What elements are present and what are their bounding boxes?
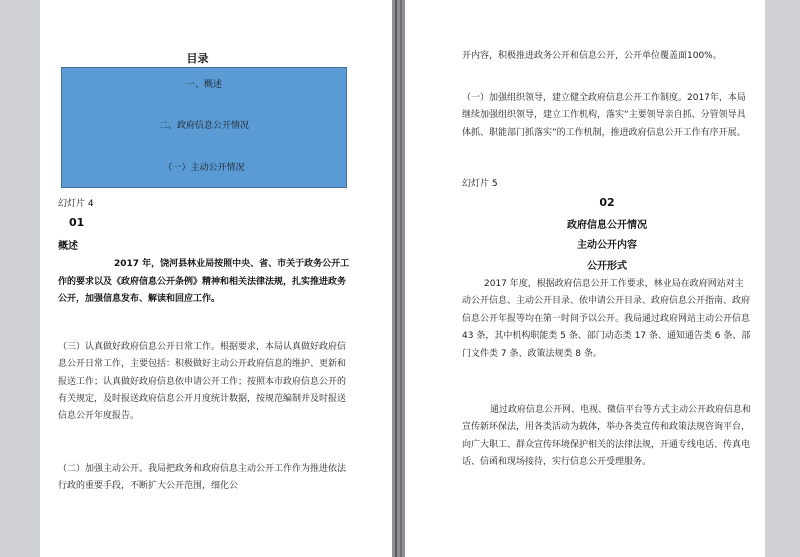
slide-thumbnail-4[interactable] bbox=[61, 67, 347, 188]
paragraph-proactive-disclosure: （二）加强主动公开。我局把政务和政府信息主动公开工作作为推进依法行政的重要手段，不断扩大公开范围，细化公 bbox=[58, 464, 347, 492]
paragraph-organization: （一）加强组织领导，建立健全政府信息公开工作制度。2017年，本局继续加强组织领导，建立工作机构，落实“主要领导亲自抓、分管领导具体抓、职能部门抓落实”的工作机制，推进政府信息公开工作有序开展。 bbox=[462, 93, 746, 138]
slide-4-label: 幻灯片 4 bbox=[58, 199, 94, 209]
section-number-01: 01 bbox=[69, 216, 85, 229]
paragraph-daily-work: （三）认真做好政府信息公开日常工作。根据要求，本局认真做好政府信息公开日常工作，主要包括：积极做好主动公开政府信息的维护、更新和报送工作；认真做好政府信息依申请公开工作；按照本市政府信息公开的有关规定，及时报送政府信息公开月度统计数据，按规范编制并及时报送信息公开年度报告。 bbox=[58, 342, 347, 422]
heading-gov-info: 政府信息公开情况 bbox=[567, 220, 647, 231]
section-title-overview: 概述 bbox=[58, 241, 78, 252]
right-gutter bbox=[765, 0, 800, 557]
slide-item-2: 二、政府信息公开情况 bbox=[158, 121, 249, 131]
slide-item-3: （一）主动公开情况 bbox=[163, 163, 245, 173]
paragraph-website-disclosure: 2017 年度，根据政府信息公开工作要求，林业局在政府网站对主动公开信息、主动公开目录、依申请公开目录、政府信息公开指南、政府信息公开年报等均在第一时间予以公开。我局通过政府网站主动公开信息 43 条，其中机构职能类 5 条、部门动态类 17 条、通知通告类 6 条、部门文件类 7 条、政策法规类 8 条。 bbox=[462, 279, 751, 359]
paragraph-channels: 通过政府信息公开网、电视、微信平台等方式主动公开政府信息和宣传新环保法，用各类活动为载体，举办各类宣传和政策法规咨询平台，向广大职工、群众宣传环境保护相关的法律法规，开通专线电话、传真电话、信函和现场接待，实行信息公开受理服务。 bbox=[462, 405, 752, 468]
slide-item-1: 一、概述 bbox=[185, 80, 222, 90]
toc-title: 目录 bbox=[186, 52, 209, 65]
slide-5-label: 幻灯片 5 bbox=[462, 179, 498, 189]
heading-disclosure-form: 公开形式 bbox=[587, 261, 627, 272]
left-gutter bbox=[0, 0, 40, 557]
section-number-02: 02 bbox=[599, 196, 615, 209]
continued-text: 开内容，积极推进政务公开和信息公开，公开单位覆盖面100%。 bbox=[462, 51, 722, 61]
page-divider bbox=[392, 0, 405, 557]
overview-paragraph: 2017 年，饶河县林业局按照中央、省、市关于政务公开工作的要求以及《政府信息公开条例》精神和相关法律法规，扎实推进政务公开，加强信息发布、解读和回应工作。 bbox=[58, 259, 350, 304]
document-page-right bbox=[405, 0, 765, 557]
heading-proactive-content: 主动公开内容 bbox=[577, 240, 637, 251]
document-page-left bbox=[40, 0, 392, 557]
